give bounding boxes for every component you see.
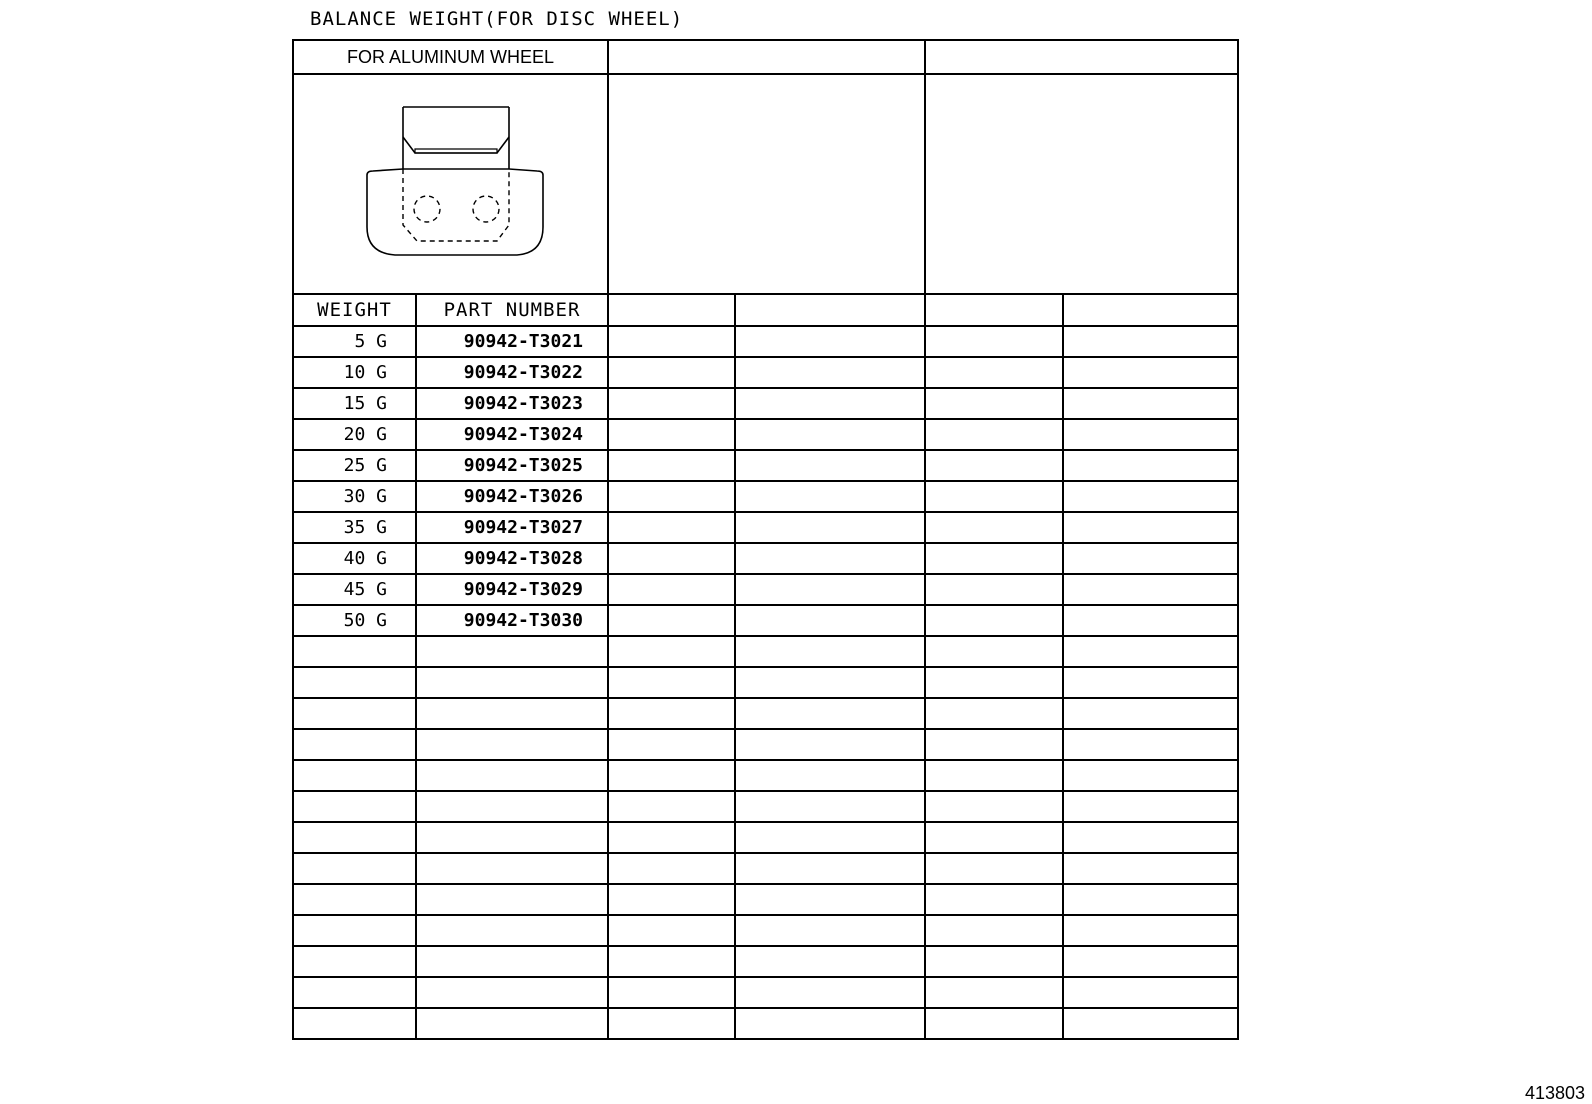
empty-cell (925, 946, 1063, 977)
empty-cell (925, 481, 1063, 512)
part-number-cell: 90942-T3023 (416, 388, 608, 419)
empty-cell (608, 357, 735, 388)
empty-cell (925, 1008, 1063, 1039)
header-empty-1 (608, 40, 925, 74)
empty-cell (735, 543, 925, 574)
empty-cell (925, 791, 1063, 822)
empty-cell (925, 667, 1063, 698)
empty-cell (608, 574, 735, 605)
weight-cell: 35 G (293, 512, 416, 543)
empty-cell (608, 667, 735, 698)
part-number-column-header: PART NUMBER (416, 294, 608, 326)
empty-cell (1063, 326, 1238, 357)
empty-cell (608, 977, 735, 1008)
empty-cell (416, 822, 608, 853)
empty-cell (293, 884, 416, 915)
empty-table-row (293, 760, 1238, 791)
table-header-row (293, 40, 1238, 74)
empty-cell (1063, 946, 1238, 977)
balance-weight-icon (351, 99, 551, 269)
empty-cell (735, 822, 925, 853)
empty-table-row (293, 1008, 1238, 1039)
empty-table-row (293, 667, 1238, 698)
empty-cell (735, 388, 925, 419)
empty-cell (608, 326, 735, 357)
empty-cell (735, 481, 925, 512)
empty-cell (925, 357, 1063, 388)
column-header-empty (735, 294, 925, 326)
weight-cell: 20 G (293, 419, 416, 450)
empty-cell (925, 326, 1063, 357)
empty-table-row (293, 946, 1238, 977)
empty-cell (608, 481, 735, 512)
empty-cell (735, 915, 925, 946)
illustration-empty-1 (608, 74, 925, 294)
empty-cell (608, 1008, 735, 1039)
empty-cell (293, 636, 416, 667)
empty-cell (293, 822, 416, 853)
empty-cell (1063, 884, 1238, 915)
empty-cell (925, 419, 1063, 450)
table-row (293, 574, 1238, 605)
empty-cell (735, 419, 925, 450)
part-number-cell: 90942-T3026 (416, 481, 608, 512)
empty-cell (735, 977, 925, 1008)
table-row (293, 357, 1238, 388)
empty-cell (1063, 791, 1238, 822)
empty-cell (1063, 1008, 1238, 1039)
empty-cell (416, 636, 608, 667)
table-row (293, 543, 1238, 574)
empty-cell (1063, 481, 1238, 512)
column-header-empty (1063, 294, 1238, 326)
part-number-cell: 90942-T3024 (416, 419, 608, 450)
empty-cell (293, 1008, 416, 1039)
empty-table-row (293, 884, 1238, 915)
empty-cell (1063, 605, 1238, 636)
part-number-cell: 90942-T3029 (416, 574, 608, 605)
empty-cell (1063, 698, 1238, 729)
empty-cell (608, 698, 735, 729)
empty-cell (925, 543, 1063, 574)
reference-number: 413803 (1525, 1083, 1586, 1103)
empty-cell (735, 605, 925, 636)
weight-cell: 50 G (293, 605, 416, 636)
empty-cell (416, 884, 608, 915)
empty-cell (735, 450, 925, 481)
empty-cell (416, 1008, 608, 1039)
empty-cell (416, 853, 608, 884)
empty-cell (416, 977, 608, 1008)
header-aluminum-wheel: FOR ALUMINUM WHEEL (293, 40, 608, 74)
empty-cell (925, 853, 1063, 884)
weight-cell: 40 G (293, 543, 416, 574)
empty-cell (735, 760, 925, 791)
empty-cell (608, 605, 735, 636)
weight-cell: 30 G (293, 481, 416, 512)
empty-cell (1063, 667, 1238, 698)
empty-cell (416, 946, 608, 977)
empty-cell (735, 574, 925, 605)
empty-cell (1063, 915, 1238, 946)
empty-table-row (293, 698, 1238, 729)
illustration-empty-2 (925, 74, 1238, 294)
empty-cell (925, 450, 1063, 481)
empty-cell (925, 388, 1063, 419)
table-row (293, 326, 1238, 357)
empty-cell (735, 512, 925, 543)
empty-table-row (293, 636, 1238, 667)
empty-cell (1063, 636, 1238, 667)
empty-cell (608, 543, 735, 574)
table-row (293, 512, 1238, 543)
empty-cell (293, 729, 416, 760)
empty-cell (416, 760, 608, 791)
empty-table-row (293, 915, 1238, 946)
empty-table-row (293, 853, 1238, 884)
empty-cell (1063, 543, 1238, 574)
empty-cell (925, 884, 1063, 915)
empty-cell (735, 326, 925, 357)
weight-cell: 5 G (293, 326, 416, 357)
empty-cell (293, 667, 416, 698)
empty-cell (735, 884, 925, 915)
part-number-cell: 90942-T3022 (416, 357, 608, 388)
empty-cell (1063, 357, 1238, 388)
empty-cell (925, 512, 1063, 543)
empty-cell (608, 946, 735, 977)
column-header-row (293, 294, 1238, 326)
part-number-cell: 90942-T3025 (416, 450, 608, 481)
empty-cell (608, 884, 735, 915)
weight-cell: 25 G (293, 450, 416, 481)
empty-cell (735, 636, 925, 667)
empty-cell (1063, 853, 1238, 884)
empty-cell (925, 605, 1063, 636)
empty-cell (1063, 419, 1238, 450)
empty-cell (1063, 450, 1238, 481)
weight-column-header: WEIGHT (293, 294, 416, 326)
empty-cell (416, 791, 608, 822)
empty-cell (416, 729, 608, 760)
part-number-cell: 90942-T3027 (416, 512, 608, 543)
empty-cell (735, 729, 925, 760)
empty-cell (608, 915, 735, 946)
table-row (293, 481, 1238, 512)
empty-cell (608, 760, 735, 791)
empty-cell (1063, 760, 1238, 791)
empty-cell (608, 636, 735, 667)
empty-cell (608, 853, 735, 884)
empty-cell (1063, 729, 1238, 760)
empty-cell (925, 915, 1063, 946)
empty-cell (416, 698, 608, 729)
empty-cell (1063, 822, 1238, 853)
illustration-cell (293, 74, 608, 294)
column-header-empty (925, 294, 1063, 326)
empty-cell (925, 977, 1063, 1008)
empty-cell (1063, 574, 1238, 605)
empty-cell (293, 698, 416, 729)
weight-cell: 45 G (293, 574, 416, 605)
weight-cell: 10 G (293, 357, 416, 388)
table-row (293, 388, 1238, 419)
empty-cell (735, 946, 925, 977)
empty-cell (925, 636, 1063, 667)
empty-cell (608, 388, 735, 419)
weight-cell: 15 G (293, 388, 416, 419)
empty-cell (735, 853, 925, 884)
part-number-cell: 90942-T3021 (416, 326, 608, 357)
empty-cell (925, 760, 1063, 791)
empty-cell (1063, 977, 1238, 1008)
empty-table-row (293, 791, 1238, 822)
empty-cell (608, 729, 735, 760)
empty-cell (735, 667, 925, 698)
empty-cell (925, 822, 1063, 853)
empty-cell (925, 698, 1063, 729)
balance-weight-table (292, 39, 1239, 1040)
part-number-cell: 90942-T3028 (416, 543, 608, 574)
header-empty-2 (925, 40, 1238, 74)
empty-table-row (293, 977, 1238, 1008)
empty-cell (416, 667, 608, 698)
empty-cell (735, 791, 925, 822)
empty-cell (925, 729, 1063, 760)
table-row (293, 450, 1238, 481)
empty-cell (293, 915, 416, 946)
empty-cell (1063, 512, 1238, 543)
empty-cell (608, 450, 735, 481)
empty-cell (735, 1008, 925, 1039)
empty-cell (735, 698, 925, 729)
empty-cell (293, 946, 416, 977)
empty-cell (293, 853, 416, 884)
empty-cell (293, 977, 416, 1008)
empty-cell (735, 357, 925, 388)
column-header-empty (608, 294, 735, 326)
empty-cell (608, 791, 735, 822)
empty-cell (293, 760, 416, 791)
table-row (293, 419, 1238, 450)
empty-cell (293, 791, 416, 822)
empty-cell (925, 574, 1063, 605)
table-row (293, 605, 1238, 636)
part-number-cell: 90942-T3030 (416, 605, 608, 636)
empty-table-row (293, 729, 1238, 760)
illustration-row (293, 74, 1238, 294)
empty-table-row (293, 822, 1238, 853)
empty-cell (608, 419, 735, 450)
empty-cell (1063, 388, 1238, 419)
empty-cell (416, 915, 608, 946)
empty-cell (608, 822, 735, 853)
empty-cell (608, 512, 735, 543)
page-title: BALANCE WEIGHT(FOR DISC WHEEL) (310, 8, 684, 30)
